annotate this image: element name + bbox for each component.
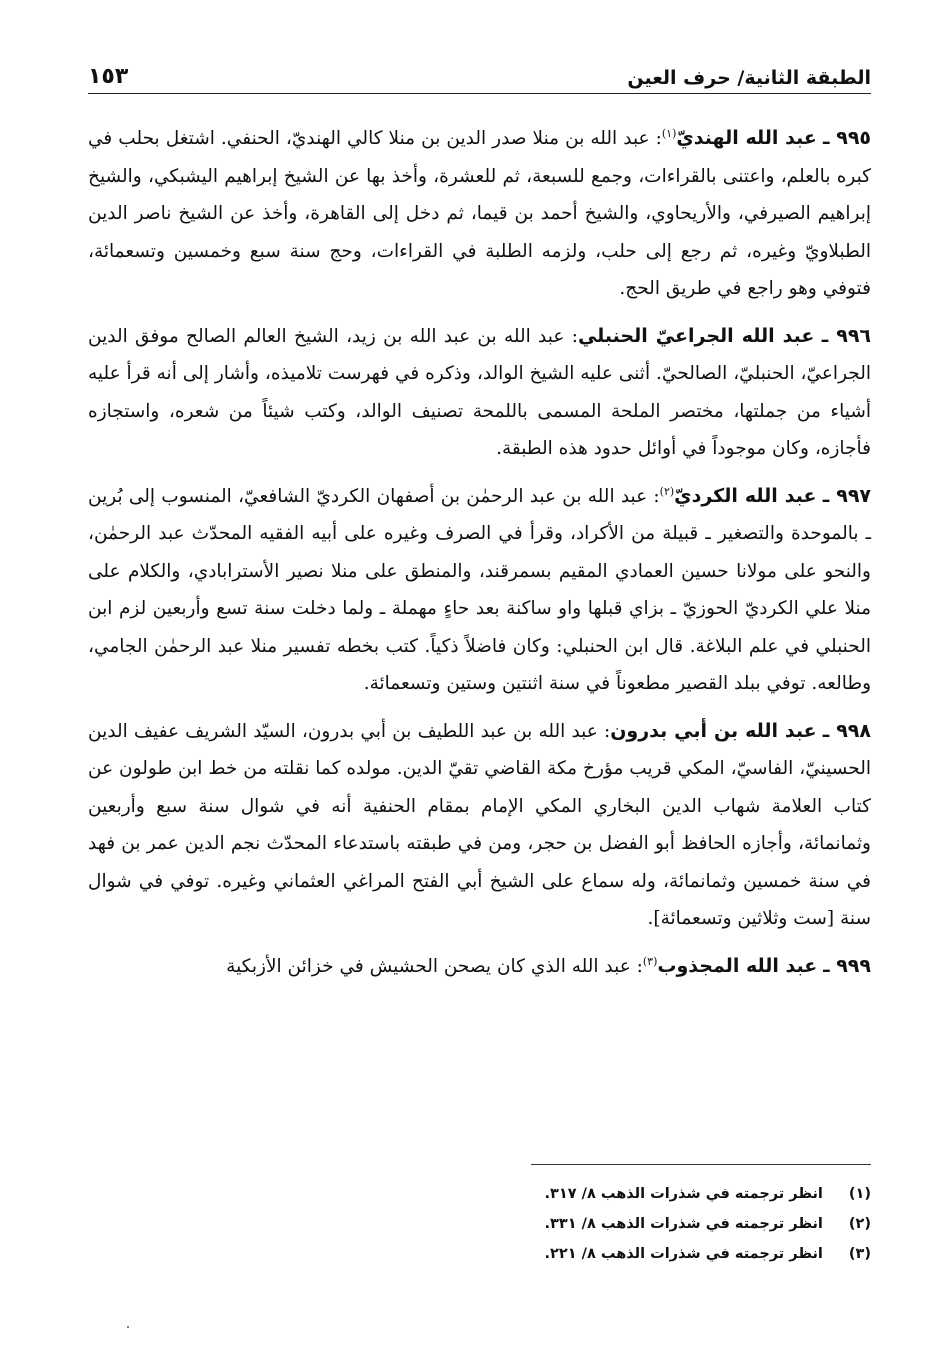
footnote-number: (٣) bbox=[848, 1246, 871, 1262]
entry-name: عبد الله الكرديّ bbox=[674, 484, 817, 507]
entry-name: عبد الله الهنديّ bbox=[676, 127, 817, 149]
footnote-text: انظر ترجمته في شذرات الذهب ٨/ ٢٢١. bbox=[544, 1246, 823, 1262]
footnote-1 bbox=[531, 1179, 871, 1209]
entry-text: : عبد الله بن منلا صدر الدين بن منلا كالي الهنديّ، الحنفي. اشتغل بحلب في كبره بالعلم، واعتنى بالقراءات، وجمع للسبعة، ثم للعشرة، وأخذ بها عن الشيخ إبراهيم اليشبكي، والشيخ إبراهيم الصيرفي، والأريحاوي، والشيخ أحمد بن قيما، ثم دخل إلى القاهرة، وأخذ عن الشيخ ناصر الدين الطبلاويّ وغيره، ثم رجع إلى حلب، ولزمه الطلبة في القراءات، وحج سنة سبع وخمسين وتسعمائة، فتوفي وهو راجع في طريق الحج. bbox=[88, 128, 871, 299]
entry-text: : عبد الله بن عبد اللطيف بن أبي بدرون، السيّد الشريف عفيف الدين الحسينيّ، الفاسيّ، المكي قريب مؤرخ مكة القاضي تقيّ الدين. مولده كما نقلته من خط ابن طولون عن كتاب العلامة شهاب الدين البخاري المكي الإمام بمقام الحنفية أنه في شوال سنة سبع وأربعين وثمانمائة، وأجازه الحافظ أبو الفضل بن حجر، ومن في طبقته باستدعاء المحدّث نجم الدين عمر بن فهد في سنة خمسين وثمانمائة، وله سماع على الشيخ أبي الفتح المراغي العثماني وغيره. توفي في شوال سنة [ست وثلاثين وتسعمائة]. bbox=[88, 720, 871, 929]
footnote-number: (١) bbox=[848, 1186, 871, 1202]
scan-speck bbox=[127, 1326, 129, 1328]
entry-text: : عبد الله بن عبد الله بن زيد، الشيخ العالم الصالح موفق الدين الجراعيّ، الحنبليّ، الصالحيّ. أثنى عليه الشيخ الوالد، وذكره في فهرست تلاميذه، وأشار إلى أنه قرأ عليه أشياء من جملتها، مختصر الملحة المسمى باللمحة تصنيف الوالد، وكتب شيئاً من شعره، واستجازه فأجازه، وكان موجوداً في أوائل حدود هذه الطبقة. bbox=[88, 325, 871, 459]
footnote-2 bbox=[531, 1209, 871, 1239]
entry-number: ٩٩٦ ـ bbox=[821, 324, 872, 347]
biography-entry-998 bbox=[88, 713, 871, 938]
footnote-text: انظر ترجمته في شذرات الذهب ٨/ ٣١٧. bbox=[544, 1186, 823, 1202]
entry-name: عبد الله بن أبي بدرون bbox=[610, 719, 817, 742]
footnote-ref: (٢) bbox=[659, 484, 675, 498]
entry-number: ٩٩٧ ـ bbox=[822, 484, 872, 507]
entry-name: عبد الله المجذوب bbox=[657, 954, 818, 977]
biography-entry-996 bbox=[88, 318, 871, 468]
entry-name: عبد الله الجراعيّ الحنبلي bbox=[577, 324, 815, 347]
entry-number: ٩٩٨ ـ bbox=[822, 719, 871, 742]
footnote-number: (٢) bbox=[848, 1216, 871, 1232]
entry-number: ٩٩٥ ـ bbox=[822, 127, 872, 149]
footnotes-section bbox=[531, 1164, 871, 1269]
footnote-ref: (١) bbox=[661, 126, 677, 140]
footnote-3 bbox=[531, 1239, 871, 1269]
page-number: ١٥٣ bbox=[88, 64, 129, 89]
entry-number: ٩٩٩ ـ bbox=[823, 954, 871, 977]
biography-entry-995 bbox=[88, 120, 871, 308]
biography-entry-997 bbox=[88, 478, 871, 703]
page-header bbox=[88, 54, 871, 94]
entry-text: : عبد الله بن عبد الرحمٰن بن أصفهان الكرديّ الشافعيّ، المنسوب إلى بُرين ـ بالموحدة والتصغير ـ قبيلة من الأكراد، وقرأ في الصرف وغيره على أبيه الفقيه المحدّث عبد الرحمٰن، والنحو على مولانا حسين العمادي المقيم بسمرقند، والمنطق على منلا نصير الأسترابادي، والكلام على منلا علي الكرديّ الحوزيّ ـ بزاي قبلها واو ساكنة بعد حاءٍ مهملة ـ ولما دخلت سنة تسع وأربعين لزم ابن الحنبلي في علم البلاغة. قال ابن الحنبلي: وكان فاضلاً ذكياً. كتب بخطه تفسير منلا عبد الرحمٰن الجامي، وطالعه. توفي ببلد القصير مطعوناً في سنة اثنتين وستين وتسعمائة. bbox=[88, 485, 871, 694]
biography-entry-999 bbox=[88, 948, 871, 986]
running-title: الطبقة الثانية/ حرف العين bbox=[627, 67, 871, 89]
entry-text: : عبد الله الذي كان يصحن الحشيش في خزائن الأزبكية bbox=[226, 955, 643, 977]
main-text bbox=[88, 120, 871, 995]
footnote-text: انظر ترجمته في شذرات الذهب ٨/ ٣٣١. bbox=[544, 1216, 823, 1232]
footnote-ref: (٣) bbox=[642, 954, 658, 968]
